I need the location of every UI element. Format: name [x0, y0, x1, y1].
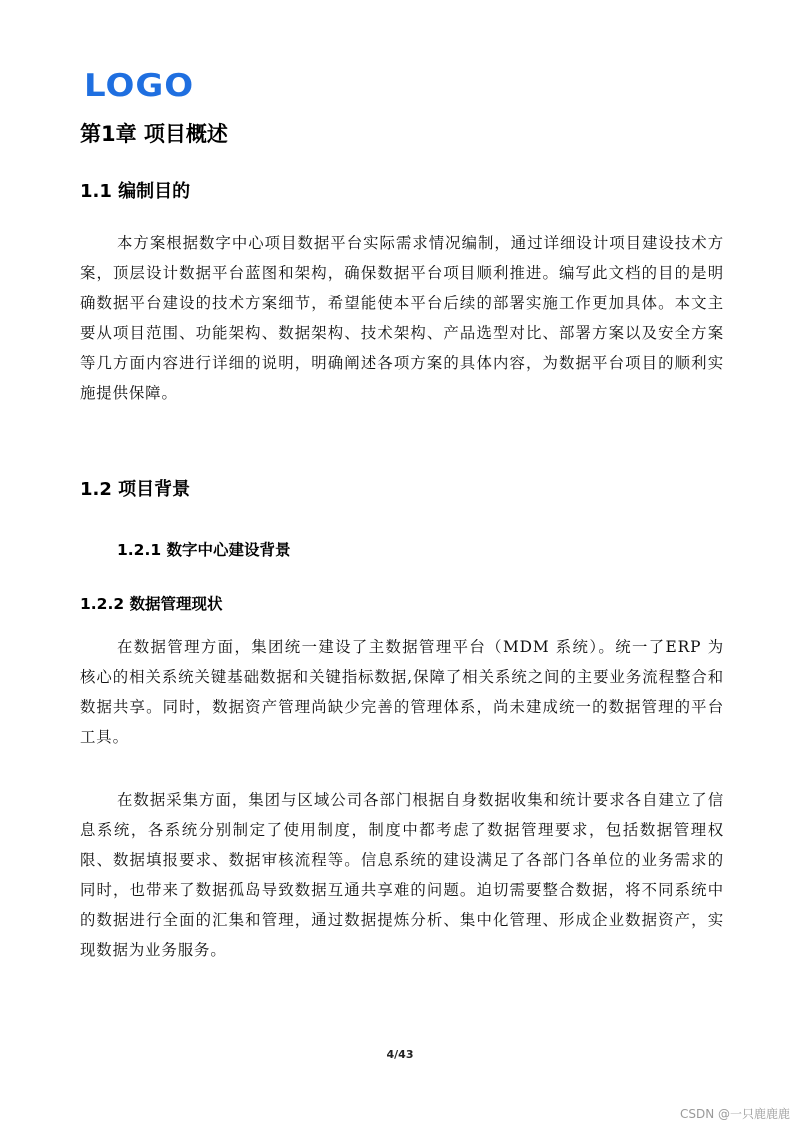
page-number: 4/43 [386, 1048, 414, 1061]
watermark: CSDN @一只鹿鹿鹿 [679, 1107, 790, 1121]
section-1-1-title: 1.1 编制目的 [80, 181, 191, 202]
section-1-2-title: 1.2 项目背景 [80, 479, 191, 500]
section-1-2-2-paragraph-2: 在数据采集方面，集团与区域公司各部门根据自身数据收集和统计要求各自建立了信息系统，各系统分别制定了使用制度，制度中都考虑了数据管理要求，包括数据管理权限、数据填报要求、数据审核流程等。信息系统的建设满足了各部门各单位的业务需求的同时，也带来了数据孤岛导致数据互通共享难的问题。迫切需要整合数据，将不同系统中的数据进行全面的汇集和管理，通过数据提炼分析、集中化管理、形成企业数据资产，实现数据为业务服务。 [80, 791, 724, 959]
section-1-2-2-title: 1.2.2 数据管理现状 [80, 595, 223, 613]
section-1-2-2-paragraph-1: 在数据管理方面，集团统一建设了主数据管理平台（MDM 系统）。统一了ERP 为核心的相关系统关键基础数据和关键指标数据,保障了相关系统之间的主要业务流程整合和数据共享。同时，数据资产管理尚缺少完善的管理体系，尚未建成统一的数据管理的平台工具。 [80, 638, 724, 746]
section-1-1-paragraph: 本方案根据数字中心项目数据平台实际需求情况编制，通过详细设计项目建设技术方案，顶层设计数据平台蓝图和架构，确保数据平台项目顺利推进。编写此文档的目的是明确数据平台建设的技术方案细节，希望能使本平台后续的部署实施工作更加具体。本文主要从项目范围、功能架构、数据架构、技术架构、产品选型对比、部署方案以及安全方案等几方面内容进行详细的说明，明确阐述各项方案的具体内容，为数据平台项目的顺利实施提供保障。 [80, 234, 724, 402]
chapter-title: 第1章 项目概述 [80, 122, 228, 146]
logo: LOGO [84, 67, 195, 105]
section-1-2-1-title: 1.2.1 数字中心建设背景 [117, 541, 291, 559]
